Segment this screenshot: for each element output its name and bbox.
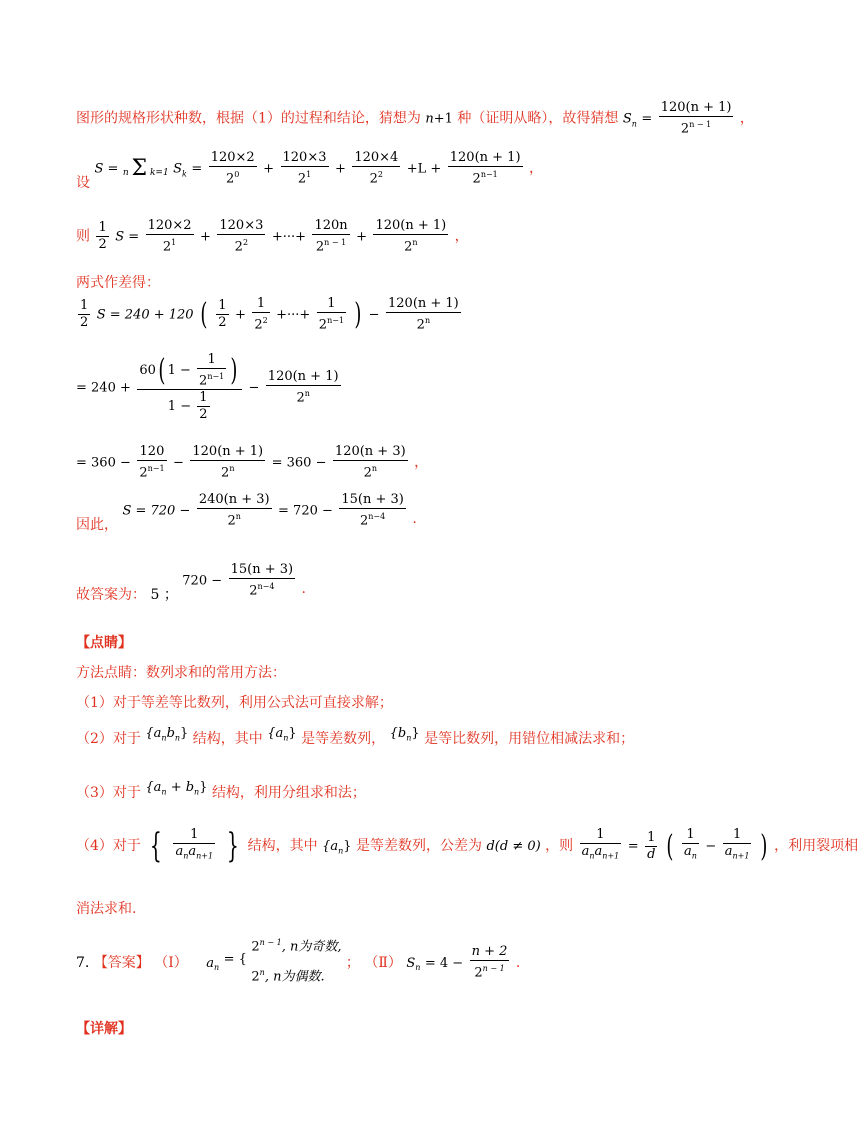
fraction: $\frac{120n}{2^{n - 1}}$ xyxy=(314,218,348,255)
fraction: $\frac{15(n + 3)}{2^{n-4}}$ xyxy=(230,562,294,599)
fraction: $\frac{1}{2^2}$ xyxy=(254,296,268,333)
question-7-answer: 7. 【答案】 （Ⅰ） $a_n$ = { $2^{n - 1}$, n为奇数, 2$^n$, n为偶数. ； （Ⅱ） $S_n = 4$ − $\frac{n + 2}{2^{n - 1}}$ . xyxy=(76,930,520,991)
section-heading-dianjing: 【点睛】 xyxy=(76,635,132,651)
fraction: $\frac{1}{a_na_{n+1}}$ xyxy=(581,827,620,861)
method-item-1: （1）对于等差等比数列，利用公式法可直接求解； xyxy=(76,695,393,711)
fraction: $\frac{1}{2}$ xyxy=(199,390,208,423)
fraction: $\frac{1}{a_na_{n+1}}$ xyxy=(175,827,214,861)
fraction: $\frac{1}{2^{n-1}}$ xyxy=(318,296,345,333)
fraction: $\frac{120\times 3}{2^2}$ xyxy=(219,218,264,255)
formula-result: 因此， S = 720 − $\frac{240(n + 3)}{2^n}$ = 720 − $\frac{15(n + 3)}{2^{n-4}}$ . xyxy=(76,492,417,533)
method-item-2: （2）对于 $\{a_nb_n\}$ 结构，其中 $\{a_n\}$ 是等差数列， $\{b_n\}$ 是等比数列，用错位相减法求和； xyxy=(76,726,635,747)
fraction: $\frac{120}{2^{n-1}}$ xyxy=(139,444,165,481)
paragraph-methods-intro: 方法点睛：数列求和的常用方法： xyxy=(76,665,286,681)
formula-simplify: = 360 − $\frac{120}{2^{n-1}}$ − $\frac{120(n + 1)}{2^n}$ = 360 − $\frac{120(n + 3)}{2^n}$ ， xyxy=(76,444,429,481)
method-item-4: （4）对于 { $\frac{1}{a_na_{n+1}}$ } 结构，其中 $\{a_n\}$ 是等差数列，公差为 d(d ≠ 0) ，则 $\frac{1}{a_na_{n+1}}$ = $\frac{1}{d}$ ( $\frac{1}{a_n}$ − $\frac{1}{a_{n+1}}$ ) ，利用裂项相 xyxy=(76,826,858,866)
fraction: 60( 1 − $\frac{1}{2^{n-1}}$ ) 1 − $\frac{1}{2}$ xyxy=(137,352,242,423)
fraction: $\frac{120(n + 1)}{2^n}$ xyxy=(267,369,339,406)
paragraph-subtract: 两式作差得： xyxy=(76,275,160,291)
fraction: $\frac{120(n + 1)}{2^{n-1}}$ xyxy=(449,150,521,187)
method-item-3: （3）对于 $\{a_n + b_n\}$ 结构，利用分组求和法； xyxy=(76,780,366,801)
fraction: $\frac{1}{a_n}$ xyxy=(684,827,697,861)
fraction: $\frac{120(n + 1)}{2^{n - 1}}$ xyxy=(660,100,732,137)
formula-geometric-sum: = 240 + 60( 1 − $\frac{1}{2^{n-1}}$ ) 1 − $\frac{1}{2}$ − $\frac{120(n + 1)}{2^n}$ xyxy=(76,352,339,423)
fraction: $\frac{1}{2^{n-1}}$ xyxy=(199,352,225,389)
fraction: $\frac{n + 2}{2^{n - 1}}$ xyxy=(471,944,508,981)
fraction: $\frac{1}{2}$ xyxy=(80,298,89,331)
method-item-4-continued: 消法求和. xyxy=(76,901,137,917)
sigma-symbol: n Σ k=1 xyxy=(122,155,169,181)
fraction: $\frac{15(n + 3)}{2^{n-4}}$ xyxy=(341,492,404,529)
fraction: $\frac{120(n + 1)}{2^n}$ xyxy=(375,218,447,255)
formula-half-sum: 则 $\frac{1}{2}$ S = $\frac{120\times 2}{2^1}$ + $\frac{120\times 3}{2^2}$ +···+ $\frac{120n}{2^{n - 1}}$ + $\frac{120(n + 1)}{2^n}$ ， xyxy=(76,218,469,255)
section-heading-xiangjie: 【详解】 xyxy=(76,1021,132,1037)
fraction: $\frac{120(n + 1)}{2^n}$ xyxy=(388,296,459,333)
fraction: $\frac{120(n + 1)}{2^n}$ xyxy=(192,444,264,481)
fraction: $\frac{120(n + 3)}{2^n}$ xyxy=(334,444,406,481)
fraction: $\frac{120\times 2}{2^0}$ xyxy=(210,150,255,187)
fraction: $\frac{240(n + 3)}{2^n}$ xyxy=(198,492,270,529)
fraction: $\frac{1}{2}$ xyxy=(98,220,107,253)
paragraph-conjecture: 图形的规格形状种数，根据（1）的过程和结论，猜想为 n+1 种（证明从略），故得猜想 $S_n$ = $\frac{120(n + 1)}{2^{n - 1}}$ ， xyxy=(76,100,754,137)
fraction: $\frac{120\times 2}{2^1}$ xyxy=(147,218,192,255)
fraction: $\frac{1}{2}$ xyxy=(218,298,227,331)
piecewise-definition: $2^{n - 1}$, n为奇数, 2$^n$, n为偶数. xyxy=(251,938,342,985)
fraction: $\frac{1}{a_{n+1}}$ xyxy=(724,827,750,861)
answer-line: 故答案为： 5 ； 720 − $\frac{15(n + 3)}{2^{n-4}}$ . xyxy=(76,562,306,603)
fraction: $\frac{1}{d}$ xyxy=(647,829,656,862)
fraction: $\frac{120\times 4}{2^2}$ xyxy=(354,150,399,187)
formula-sum-definition: 设 S = n Σ k=1 $S_k$ = $\frac{120\times 2}{2^0}$ + $\frac{120\times 3}{2^1}$ + $\frac{120\times 4}{2^2}$ +L + $\frac{120(n + 1)}{2^{n-1}}$ ， xyxy=(76,150,543,191)
fraction: $\frac{120\times 3}{2^1}$ xyxy=(282,150,327,187)
formula-difference: $\frac{1}{2}$ S = 240 + 120 ( $\frac{1}{2}$ + $\frac{1}{2^2}$ +···+ $\frac{1}{2^{n-1}}$ ) − $\frac{120(n + 1)}{2^n}$ xyxy=(80,296,459,333)
